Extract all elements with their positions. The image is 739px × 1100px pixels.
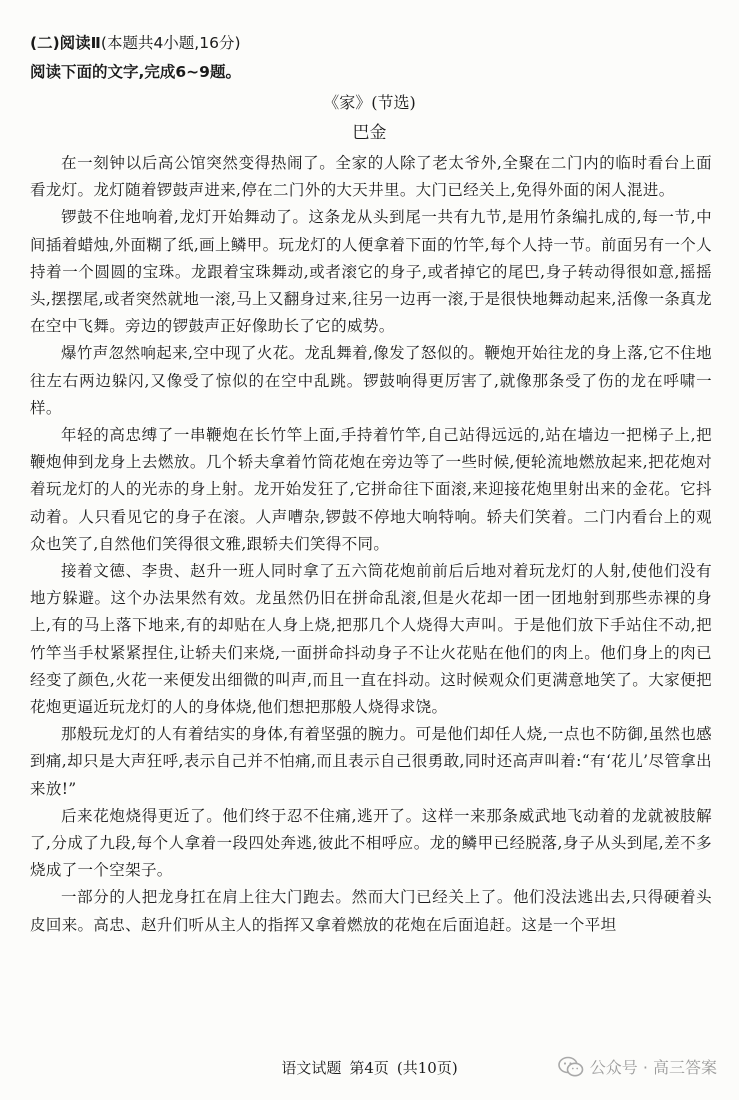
footer-subject: 语文试题	[281, 1059, 342, 1077]
watermark-text: 公众号 · 高三答案	[589, 1058, 717, 1077]
watermark	[558, 1055, 717, 1078]
footer-page-number: 第4页	[349, 1059, 389, 1077]
section-heading	[30, 32, 241, 54]
work-title: 《家》(节选)	[323, 93, 416, 112]
passage-paragraph-3: 爆竹声忽然响起来,空中现了火花。龙乱舞着,像发了怒似的。鞭炮开始往龙的身上落,它不住地往左右两边躲闪,又像受了惊似的在空中乱跳。锣鼓响得更厉害了,就像那条受了伤的龙在呼啸一样。	[30, 344, 712, 417]
passage-paragraph-7: 后来花炮烧得更近了。他们终于忍不住痛,逃开了。这样一来那条威武地飞动着的龙就被肢解了,分成了九段,每个人拿着一段四处奔逃,彼此不相呼应。龙的鳞甲已经脱落,身子从头到尾,差不多烧成了一个空架子。	[30, 806, 712, 880]
section-label: (二)阅读Ⅱ	[30, 34, 101, 52]
passage-paragraph-6: 那般玩龙灯的人有着结实的身体,有着坚强的腕力。可是他们却任人烧,一点也不防御,虽然也感到痛,却只是大声狂呼,表示自己并不怕痛,而且表示自己很勇敢,同时还高声叫着:“有‘花儿’尽管拿出来放!”	[30, 725, 712, 798]
work-author: 巴金	[352, 123, 387, 143]
reading-instruction: 阅读下面的文字,完成6~9题。	[30, 63, 241, 81]
passage-body	[30, 150, 712, 939]
passage-paragraph-5: 接着文德、李贵、赵升一班人同时拿了五六筒花炮前前后后地对着玩龙灯的人射,使他们没有地方躲避。这个办法果然有效。龙虽然仍旧在拼命乱滚,但是火花却一团一团地射到那些赤裸的身上,有的马上落下地来,有的却贴在人身上烧,把那几个人烧得大声叫。于是他们放下手站住不动,把竹竿当手杖紧紧捏住,让轿夫们来烧,一面拼命抖动身子不让火花贴在他们的肉上。他们身上的肉已经变了颜色,火花一来便发出细微的叫声,而且一直在抖动。这时候观众们更满意地笑了。大家便把花炮更逼近玩龙灯的人的身体烧,他们想把那般人烧得求饶。	[30, 562, 712, 717]
section-meta: (本题共4小题,16分)	[100, 34, 241, 52]
passage-paragraph-2: 锣鼓不住地响着,龙灯开始舞动了。这条龙从头到尾一共有九节,是用竹条编扎成的,每一节,中间插着蜡烛,外面糊了纸,画上鳞甲。玩龙灯的人便拿着下面的竹竿,每个人持一节。前面另有一个人持着一个圆圆的宝珠。龙跟着宝珠舞动,或者滚它的身子,或者掉它的尾巴,身子转动得很如意,摇摇头,摆摆尾,或者突然就地一滚,马上又翻身过来,往另一边再一滚,于是很快地舞动起来,活像一条真龙在空中飞舞。旁边的锣鼓声正好像助长了它的威势。	[30, 208, 712, 336]
footer-total-pages: (共10页)	[396, 1059, 458, 1077]
passage-paragraph-1: 在一刻钟以后高公馆突然变得热闹了。全家的人除了老太爷外,全聚在二门内的临时看台上面看龙灯。龙灯随着锣鼓声进来,停在二门外的大天井里。大门已经关上,免得外面的闲人混进。	[30, 154, 712, 200]
wechat-icon	[558, 1056, 584, 1078]
passage-paragraph-4: 年轻的高忠缚了一串鞭炮在长竹竿上面,手持着竹竿,自己站得远远的,站在墙边一把梯子上,把鞭炮伸到龙身上去燃放。几个轿夫拿着竹筒花炮在旁边等了一些时候,便轮流地燃放起来,把花炮对着玩龙灯的人的光赤的身上射。龙开始发狂了,它拼命往下面滚,来迎接花炮里射出来的金花。它抖动着。人只看见它的身子在滚。人声嘈杂,锣鼓不停地大响特响。轿夫们笑着。二门内看台上的观众也笑了,自然他们笑得很文雅,跟轿夫们笑得不同。	[30, 426, 712, 553]
passage-paragraph-8: 一部分的人把龙身扛在肩上往大门跑去。然而大门已经关上了。他们没法逃出去,只得硬着头皮回来。高忠、赵升们听从主人的指挥又拿着燃放的花炮在后面追赶。这是一个平坦	[30, 888, 712, 934]
